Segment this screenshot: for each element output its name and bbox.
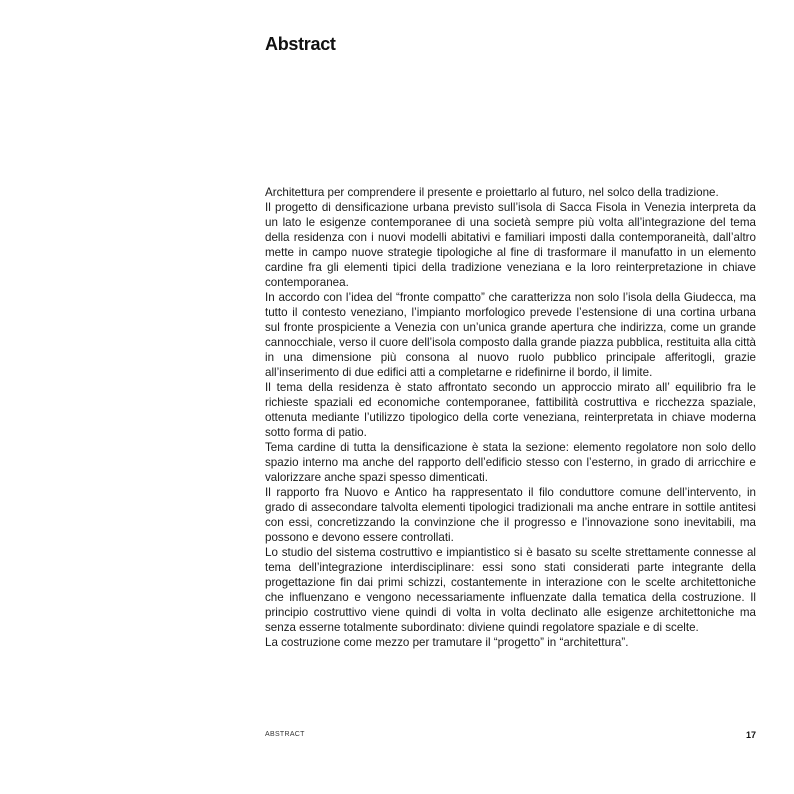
abstract-body [265,185,756,650]
paragraph: Il progetto di densificazione urbana previsto sull’isola di Sacca Fisola in Venezia interpreta da un lato le esigenze contemporanee di una società sempre più volta all’integrazione del tema della residenza con i nuovi modelli abitativi e familiari imposti dalla contemporaneità, dall’altro mette in campo nuove strategie tipologiche al fine di trasformare il manufatto in un elemento cardine fra gli elementi tipici della tradizione veneziana e la loro reinterpretazione in chiave contemporanea. [265,201,756,289]
page-number: 17 [745,730,756,740]
footer-section-label: ABSTRACT [265,731,305,738]
paragraph: Tema cardine di tutta la densificazione è stata la sezione: elemento regolatore non solo dello spazio interno ma anche del rapporto dell’edificio stesso con l’esterno, in grado di arricchire e valorizzare anche spazi spesso dimenticati. [265,441,756,484]
paragraph: In accordo con l’idea del “fronte compatto” che caratterizza non solo l’isola della Giudecca, ma tutto il contesto veneziano, l’impianto morfologico prevede l’estensione di una cortina urbana sul fronte prospiciente a Venezia con un’unica grande apertura che indirizza, come un grande cannocchiale, verso il cuore dell’isola composto dalla grande piazza pubblica, restituita alla città in una dimensione più consona al nuovo ruolo pubblico principale afferitogli, grazie all’inserimento di due edifici atti a completarne e ridefinirne il bordo, il limite. [265,291,756,379]
paragraph: Il rapporto fra Nuovo e Antico ha rappresentato il filo conduttore comune dell’intervento, in grado di assecondare talvolta elementi tipologici tradizionali ma anche entrare in sottile antitesi con essi, concretizzando la convinzione che il progresso e l’innovazione sono inevitabili, ma possono e devono essere controllati. [265,486,756,544]
page-title: Abstract [265,34,336,54]
paragraph: Lo studio del sistema costruttivo e impiantistico si è basato su scelte strettamente connesse al tema dell’integrazione interdisciplinare: essi sono stati considerati parte integrante della progettazione fin dai primi schizzi, costantemente in interazione con le scelte architettoniche che influenzano e vengono necessariamente influenzate dalla tematica della costruzione. Il principio costruttivo viene quindi di volta in volta declinato alle esigenze architettoniche ma senza esserne totalmente subordinato: diviene quindi regolatore spaziale e di scelte. [265,546,756,634]
paragraph: La costruzione come mezzo per tramutare il “progetto” in “architettura”. [265,636,629,649]
paragraph: Architettura per comprendere il presente e proiettarlo al futuro, nel solco della tradizione. [265,186,719,199]
paragraph: Il tema della residenza è stato affrontato secondo un approccio mirato all’ equilibrio fra le richieste spaziali ed economiche contemporanee, fattibilità costruttiva e ricchezza spaziale, ottenuta mediante l’utilizzo tipologico della corte veneziana, reinterpretata in chiave moderna sotto forma di patio. [265,381,756,439]
